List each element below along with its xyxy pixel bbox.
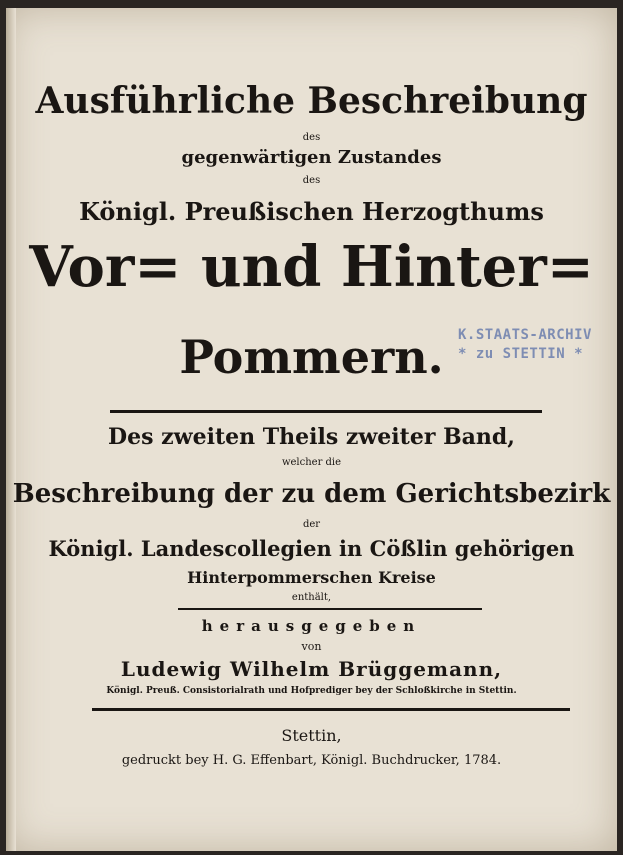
title-line-8: Des zweiten Theils zweiter Band, (108, 424, 515, 450)
title-line-1: Ausführliche Beschreibung (35, 80, 588, 122)
title-line-3: gegenwärtigen Zustandes (181, 147, 442, 168)
divider-rule-1 (110, 410, 542, 413)
title-line-19: Stettin, (281, 726, 342, 745)
title-line-17: Ludewig Wilhelm Brüggemann, (120, 657, 503, 681)
title-line-16: von (301, 640, 322, 653)
title-line-6: Vor= und Hinter= (29, 234, 594, 300)
title-line-18: Königl. Preuß. Consistorialrath und Hofprediger bey der Schloßkirche in Stettin. (106, 686, 517, 696)
title-line-15: herausgegeben (201, 617, 422, 635)
title-line-5: Königl. Preußischen Herzogthums (79, 197, 544, 226)
title-line-11: der (302, 519, 321, 530)
stamp-line-1: K.STAATS-ARCHIV (458, 327, 592, 343)
stamp-line-2: * zu STETTIN * (458, 346, 584, 362)
title-line-14: enthält, (291, 592, 332, 603)
archive-stamp (458, 326, 592, 364)
title-line-13: Hinterpommerschen Kreise (187, 568, 436, 587)
divider-rule-3 (92, 708, 570, 711)
title-line-4: des (302, 175, 321, 186)
title-line-7: Pommern. (179, 330, 444, 384)
title-line-10: Beschreibung der zu dem Gerichtsbezirk (12, 479, 611, 509)
title-line-2: des (302, 132, 321, 143)
divider-rule-2 (178, 608, 482, 610)
title-line-20: gedruckt bey H. G. Effenbart, Königl. Buchdrucker, 1784. (121, 753, 502, 768)
book-page (6, 8, 617, 851)
title-line-12: Königl. Landescollegien in Cößlin gehörigen (48, 536, 575, 561)
title-line-9: welcher die (281, 457, 342, 468)
